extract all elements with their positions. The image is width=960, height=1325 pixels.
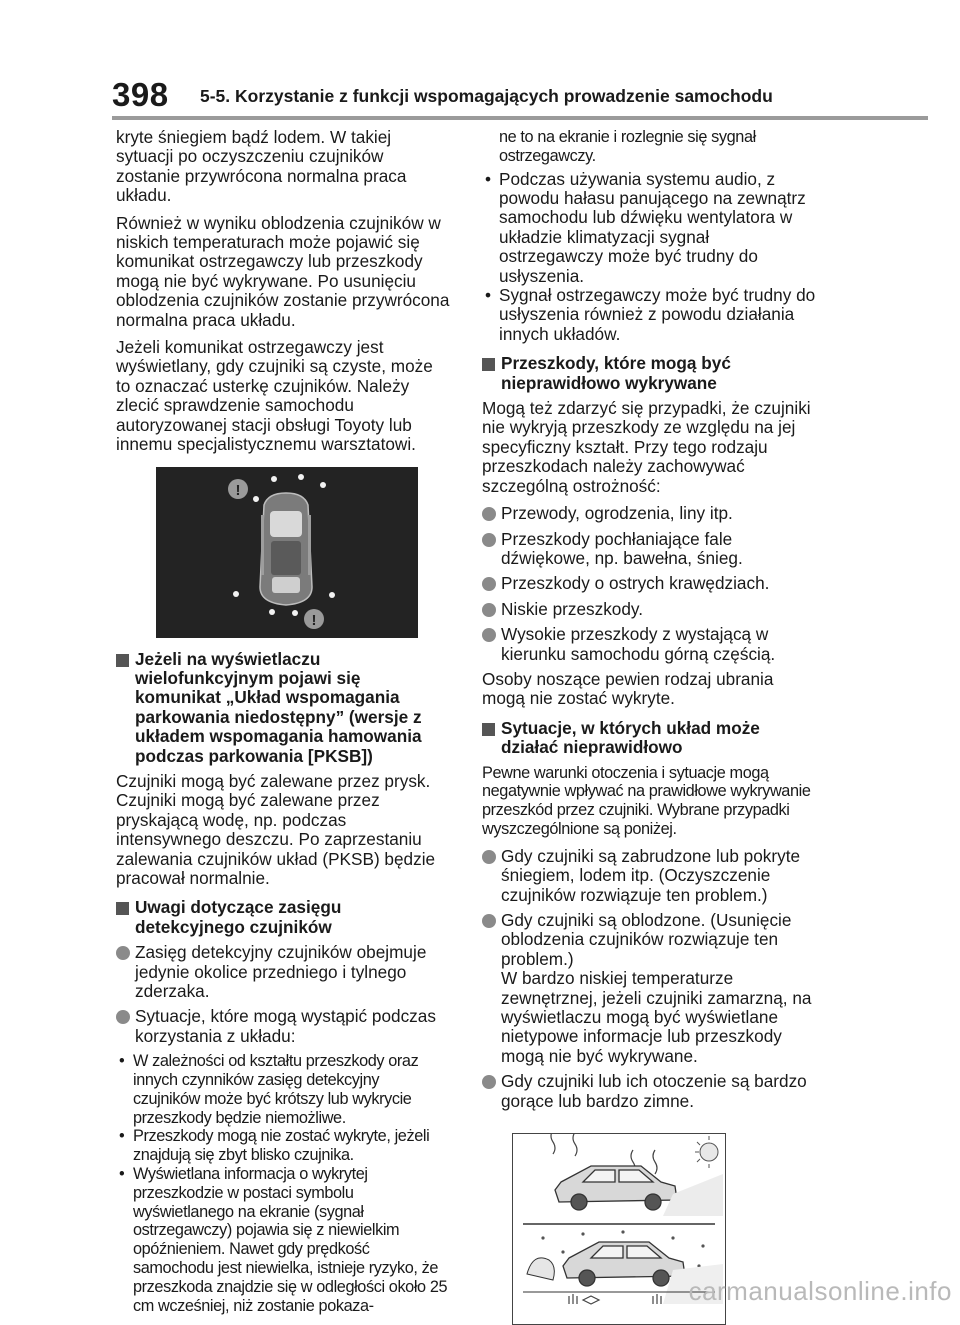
car-top-view: [260, 493, 312, 605]
section-heading: Przeszkody, które mogą być nieprawidłowo wykrywane: [482, 354, 816, 393]
list-item: Przeszkody pochłaniające fale dźwiękowe, np. bawełna, śnieg.: [482, 530, 816, 569]
round-bullet-icon: [482, 577, 496, 591]
square-bullet-icon: [116, 654, 129, 667]
paragraph: Osoby noszące pewien rodzaj ubrania mogą nie zostać wykryte.: [482, 668, 774, 709]
square-bullet-icon: [482, 723, 495, 736]
list-item: Przewody, ogrodzenia, liny itp.: [482, 504, 816, 523]
svg-text:!: !: [311, 611, 317, 629]
ice-icon: [569, 1294, 661, 1304]
sub-list-item: • Podczas używania systemu audio, z powodu hałasu panującego na zewnątrz samochodu lub dźwięku wentylatora w układzie klimatyzacji sygnał ostrzegawczy może być trudny do usłyszenia.: [485, 168, 806, 286]
round-bullet-icon: [482, 603, 496, 617]
paragraph: Mogą też zdarzyć się przypadki, że czujniki nie wykryją przeszkody ze względu na jej specyficzny kształt. Przy tego rodzaju przeszkodach należy zachowywać szczególną ostrożność:: [482, 398, 811, 496]
sub-list-item: • Przeszkody mogą nie zostać wykryte, jeżeli znajdują się zbyt blisko czujnika.: [119, 1127, 430, 1165]
paragraph: Również w wyniku oblodzenia czujników w niskich temperaturach może pojawić się komunikat ostrzegawczy lub przeszkody mogą nie być wykrywane. Po usunięciu oblodzenia czujników zostanie przywrócona normalna praca układu.: [116, 212, 450, 330]
section-heading: Sytuacje, w których układ może działać nieprawidłowo: [482, 719, 816, 758]
list-item: Gdy czujniki są zabrudzone lub pokryte śniegiem, lodem itp. (Oczyszczenie czujników rozwiązuje ten problem.): [482, 847, 816, 905]
section-heading: Jeżeli na wyświetlaczu wielofunkcyjnym pojawi się komunikat „Układ wspomagania parkowania niedostępny” (wersje z układem wspomagania hamowania podczas parkowania [PKSB]): [116, 650, 450, 766]
page-number: 398: [112, 76, 169, 113]
round-bullet-icon: [482, 628, 496, 642]
sub-list-item: • W zależności od kształtu przeszkody oraz innych czynników zasięg detekcyjny czujników może być krótszy lub wykrycie przeszkody będzie niemożliwe.: [119, 1052, 419, 1127]
round-bullet-icon: [482, 1075, 496, 1089]
list-item: Przeszkody o ostrych krawędziach.: [482, 574, 816, 593]
sensor-warning-figure: [156, 467, 418, 638]
left-column: [116, 128, 450, 1315]
paragraph: Pewne warunki otoczenia i sytuacje mogą negatywnie wpływać na prawidłowe wykrywanie przeszkód przez czujniki. Wybrane przypadki wyszczególnione są poniżej.: [482, 763, 811, 838]
continued-text: ne to na ekranie i rozlegnie się sygnał ostrzegawczy.: [499, 128, 756, 165]
section-heading: Uwagi dotyczące zasięgu detekcyjnego czujników: [116, 898, 450, 937]
car-cold: [563, 1242, 685, 1286]
header-rule: [112, 116, 928, 120]
paragraph: kryte śniegiem bądź lodem. W takiej sytuacji po oczyszczeniu czujników zostanie przywrócona normalna praca układu.: [116, 127, 407, 206]
list-item: Sytuacje, które mogą wystąpić podczas korzystania z układu:: [116, 1007, 450, 1046]
warning-icon: [304, 609, 324, 629]
square-bullet-icon: [482, 358, 495, 371]
round-bullet-icon: [116, 946, 130, 960]
sun-icon: [695, 1136, 718, 1168]
page-header: [0, 70, 960, 120]
list-item: Niskie przeszkody.: [482, 600, 816, 619]
paragraph: Jeżeli komunikat ostrzegawczy jest wyświetlany, gdy czujniki są czyste, może to oznaczać usterkę czujników. Należy zlecić sprawdzenie samochodu autoryzowanej stacji obsługi Toyoty lub innemu specjalistycznemu warsztatowi.: [116, 337, 433, 455]
warning-icon: [228, 479, 248, 499]
round-bullet-icon: [482, 533, 496, 547]
round-bullet-icon: [116, 1010, 130, 1024]
chapter-title: 5-5. Korzystanie z funkcji wspomagających prowadzenie samochodu: [200, 86, 773, 106]
list-item: Gdy czujniki są oblodzone. (Usunięcie oblodzenia czujników rozwiązuje ten problem.) W bardzo niskiej temperaturze zewnętrznej, jeżeli czujniki zamarzną, na wyświetlaczu mogą być wyświetlane nietypowe informacje lub przeszkody mogą nie być wykrywane.: [482, 911, 816, 1066]
round-bullet-icon: [482, 850, 496, 864]
round-bullet-icon: [482, 914, 496, 928]
watermark: carmanualsonline.info: [688, 1276, 952, 1306]
list-item: Wysokie przeszkody z wystającą w kierunku samochodu górną częścią.: [482, 625, 816, 664]
snow-pile-icon: [527, 1258, 554, 1280]
right-column: [482, 128, 816, 1325]
list-item: Zasięg detekcyjny czujników obejmuje jedynie okolice przedniego i tylnego zderzaka.: [116, 943, 450, 1001]
paragraph: Czujniki mogą być zalewane przez prysk. Czujniki mogą być zalewane przez pryskającą wodę, np. podczas intensywnego deszczu. Po zaprzestaniu zalewania czujników układ (PKSB) będzie pracował normalnie.: [116, 770, 436, 888]
round-bullet-icon: [482, 507, 496, 521]
sub-list-item: • Sygnał ostrzegawczy może być trudny do usłyszenia również z powodu działania innych układów.: [485, 285, 816, 344]
sub-list-item: • Wyświetlana informacja o wykrytej przeszkodzie w postaci symbolu wyświetlanego na ekranie (sygnał ostrzegawczy) pojawia się z niewielkim opóźnieniem. Nawet gdy prędkość samochodu jest niewielka, istnieje ryzyko, że przeszkoda znajdzie się w odległości około 25 cm wcześniej, niż zostanie pokaza-: [119, 1165, 448, 1315]
square-bullet-icon: [116, 902, 129, 915]
car-hot: [555, 1166, 677, 1210]
list-item: Gdy czujniki lub ich otoczenie są bardzo gorące lub bardzo zimne.: [482, 1072, 816, 1111]
svg-text:!: !: [235, 481, 241, 499]
